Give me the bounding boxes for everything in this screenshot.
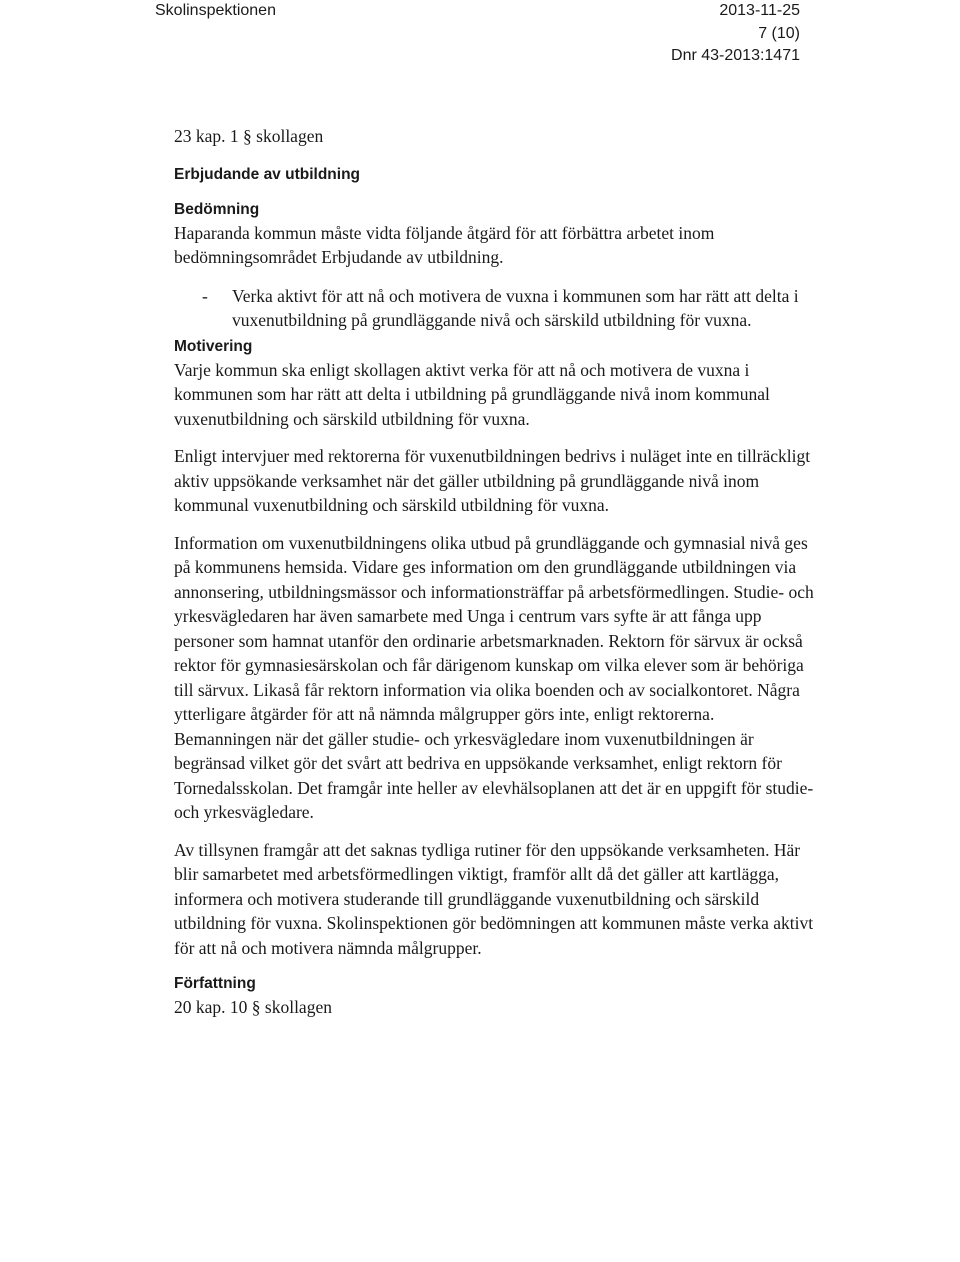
legal-reference: 23 kap. 1 § skollagen — [174, 126, 324, 146]
header-agency: Skolinspektionen — [155, 2, 276, 19]
bullet-dash: - — [202, 285, 208, 306]
section-title: Erbjudande av utbildning — [174, 165, 360, 183]
assessment-heading: Bedömning — [174, 200, 260, 218]
motivation-paragraph: Information om vuxenutbildningens olika utbud på grundläggande och gymnasial nivå ges på kommunens hemsida. Vidare ges information om den grundläggande utbildningen via annonsering, utbildningsmässor och informationsträffar på arbetsförmedlingen. Studie- och yrkesvägledaren har även samarbete med Unga i centrum vars syfte är att fånga upp personer som hamnat utanför den ordinarie arbetsmarknaden. Rektorn för särvux är också rektor för gymnasiesärskolan och får därigenom kunskap om vilka elever som är behöriga till särvux. Likaså får rektorn information via olika boenden och av socialkontoret. Några ytterligare åtgärder för att nå nämnda målgrupper görs inte, enligt rektorerna. Bemanningen när det gäller studie- och yrkesvägledare inom vuxenutbildningen är begränsad vilket gör det svårt att bedriva en uppsökande verksamhet, enligt rektorn för Tornedalsskolan. Det framgår inte heller av elevhälsoplanen att det är en uppgift för studie- och yrkesvägledare. — [174, 532, 814, 822]
motivation-paragraph: Av tillsynen framgår att det saknas tydliga rutiner för den uppsökande verksamheten. Här blir samarbetet med arbetsförmedlingen viktigt, framför allt då det gäller att kartlägga, informera och motivera studerande till grundläggande vuxenutbildning och särskild utbildning för vuxna. Skolinspektionen gör bedömningen att kommunen måste verka aktivt för att nå och motivera nämnda målgrupper. — [174, 839, 814, 958]
header-dnr: Dnr 43-2013:1471 — [671, 47, 800, 64]
header-date: 2013-11-25 — [719, 2, 800, 19]
document-body — [174, 124, 814, 1020]
motivation-heading: Motivering — [174, 337, 253, 355]
motivation-paragraph: Enligt intervjuer med rektorerna för vuxenutbildningen bedrivs i nuläget inte en tillräckligt aktiv uppsökande verksamhet när det gäller utbildning på grundläggande nivå inom kommunal vuxenutbildning och särskild utbildning för vuxna. — [174, 446, 811, 515]
header-page-number: 7 (10) — [758, 24, 800, 42]
statute-reference: 20 kap. 10 § skollagen — [174, 997, 332, 1017]
required-action-item — [174, 284, 814, 333]
statute-heading: Författning — [174, 975, 256, 992]
required-action-text: Verka aktivt för att nå och motivera de vuxna i kommunen som har rätt att delta i vuxenutbildning på grundläggande nivå och särskild utbildning för vuxna. — [232, 285, 799, 330]
assessment-text: Haparanda kommun måste vidta följande åtgärd för att förbättra arbetet inom bedömningsområdet Erbjudande av utbildning. — [174, 222, 715, 267]
motivation-paragraph: Varje kommun ska enligt skollagen aktivt verka för att nå och motivera de vuxna i kommunen som har rätt att delta i utbildning på grundläggande nivå inom kommunal vuxenutbildning och särskild utbildning för vuxna. — [174, 359, 770, 429]
header-meta — [671, 0, 800, 68]
